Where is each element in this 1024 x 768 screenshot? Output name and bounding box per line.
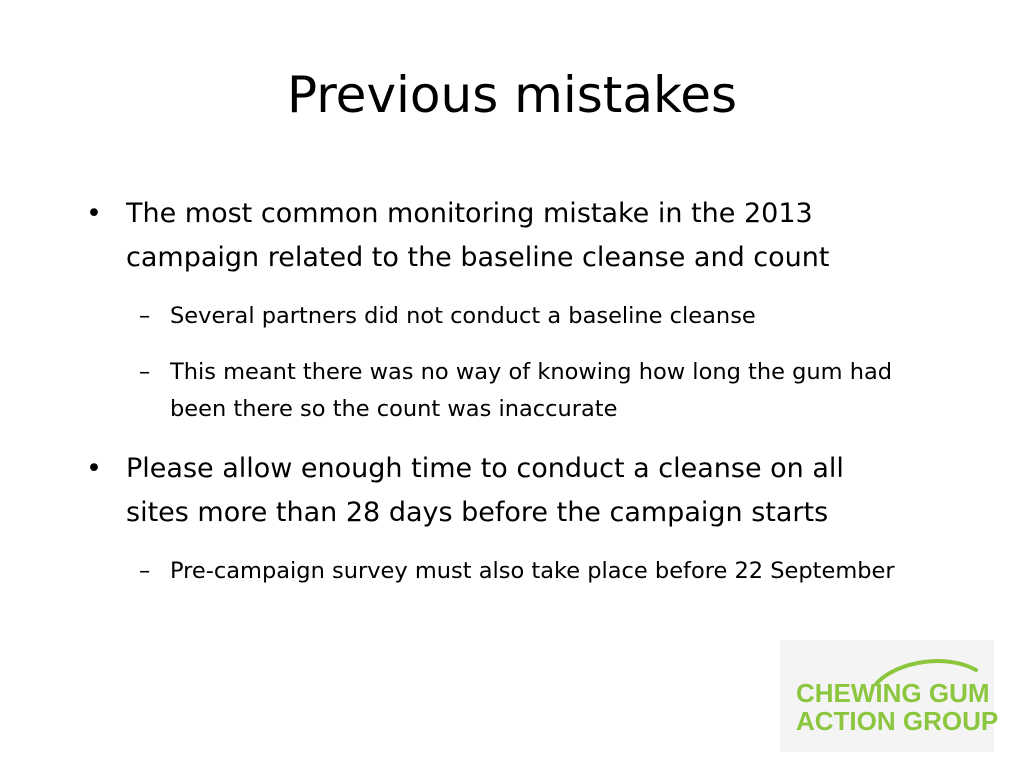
- slide-title: Previous mistakes: [286, 66, 738, 124]
- bullet-marker: •: [86, 198, 102, 229]
- sub-bullet-item: [82, 354, 912, 428]
- sub-bullet-marker: –: [139, 558, 151, 584]
- slide-body: [82, 192, 912, 590]
- bullet-text: Please allow enough time to conduct a cleanse on all sites more than 28 days before the campaign starts: [126, 453, 844, 528]
- bullet-text: The most common monitoring mistake in the 2013 campaign related to the baseline cleanse and count: [126, 198, 830, 273]
- sub-bullet-marker: –: [139, 359, 151, 385]
- bullet-item: [82, 192, 912, 280]
- logo-line-2: ACTION GROUP: [796, 706, 999, 736]
- sub-bullet-text: Several partners did not conduct a baseline cleanse: [170, 303, 756, 329]
- sub-bullet-item: [82, 553, 912, 590]
- sub-bullet-item: [82, 298, 912, 335]
- sub-bullet-text: Pre-campaign survey must also take place before 22 September: [170, 558, 895, 584]
- chewing-gum-action-group-logo: [780, 640, 999, 752]
- bullet-marker: •: [86, 453, 102, 484]
- bullet-item: [82, 447, 912, 535]
- logo-line-1: CHEWING GUM: [796, 678, 990, 708]
- sub-bullet-text: This meant there was no way of knowing how long the gum had been there so the count was inaccurate: [170, 359, 893, 422]
- sub-bullet-marker: –: [139, 303, 151, 329]
